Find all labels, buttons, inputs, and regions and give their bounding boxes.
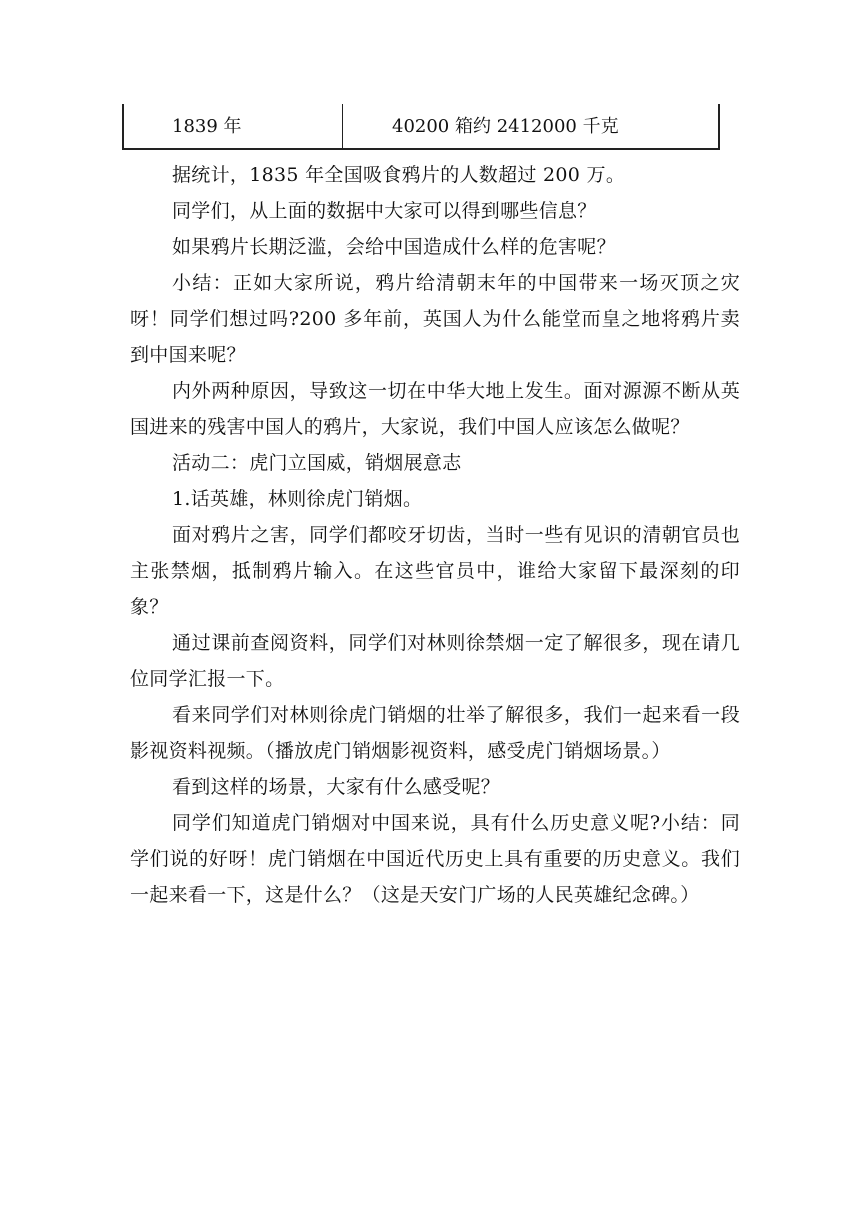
table-column-divider: [342, 104, 343, 148]
paragraph-feelings: 看到这样的场景，大家有什么感受呢？: [172, 776, 501, 798]
table-cell-amount: 40200 箱约 2412000 千克: [392, 116, 619, 137]
paragraph-question-harm: 如果鸦片长期泛滥，会给中国造成什么样的危害呢？: [172, 236, 616, 258]
paragraph-statistics: 据统计，1835 年全国吸食鸦片的人数超过 200 万。: [172, 164, 626, 186]
paragraph-section-hero: 1.话英雄，林则徐虎门销烟。: [172, 488, 423, 510]
paragraph-video: 看来同学们对林则徐虎门销烟的壮举了解很多，我们一起来看一段影视资料视频。（播放虎门销烟影视资料，感受虎门销烟场景。）: [130, 704, 740, 762]
paragraph-research-report: 通过课前查阅资料，同学们对林则徐禁烟一定了解很多，现在请几位同学汇报一下。: [130, 632, 740, 690]
data-table-last-row: [122, 104, 720, 150]
paragraph-significance: 同学们知道虎门销烟对中国来说，具有什么历史意义呢?小结：同学们说的好呀！虎门销烟在中国近代历史上具有重要的历史意义。我们一起来看一下，这是什么？（这是天安门广场的人民英雄纪念碑。）: [130, 812, 740, 906]
paragraph-officials: 面对鸦片之害，同学们都咬牙切齿，当时一些有见识的清朝官员也主张禁烟，抵制鸦片输入。在这些官员中，谁给大家留下最深刻的印象？: [130, 524, 740, 618]
paragraph-activity-two-heading: 活动二：虎门立国威，销烟展意志: [172, 452, 462, 474]
table-cell-year: 1839 年: [172, 116, 242, 137]
paragraph-causes: 内外两种原因，导致这一切在中华大地上发生。面对源源不断从英国进来的残害中国人的鸦片，大家说，我们中国人应该怎么做呢？: [130, 380, 740, 438]
paragraph-summary-opium: 小结：正如大家所说，鸦片给清朝末年的中国带来一场灭顶之灾呀！同学们想过吗?200 多年前，英国人为什么能堂而皇之地将鸦片卖到中国来呢？: [130, 272, 740, 366]
body-text: [130, 157, 740, 913]
paragraph-question-info: 同学们，从上面的数据中大家可以得到哪些信息？: [172, 200, 597, 222]
